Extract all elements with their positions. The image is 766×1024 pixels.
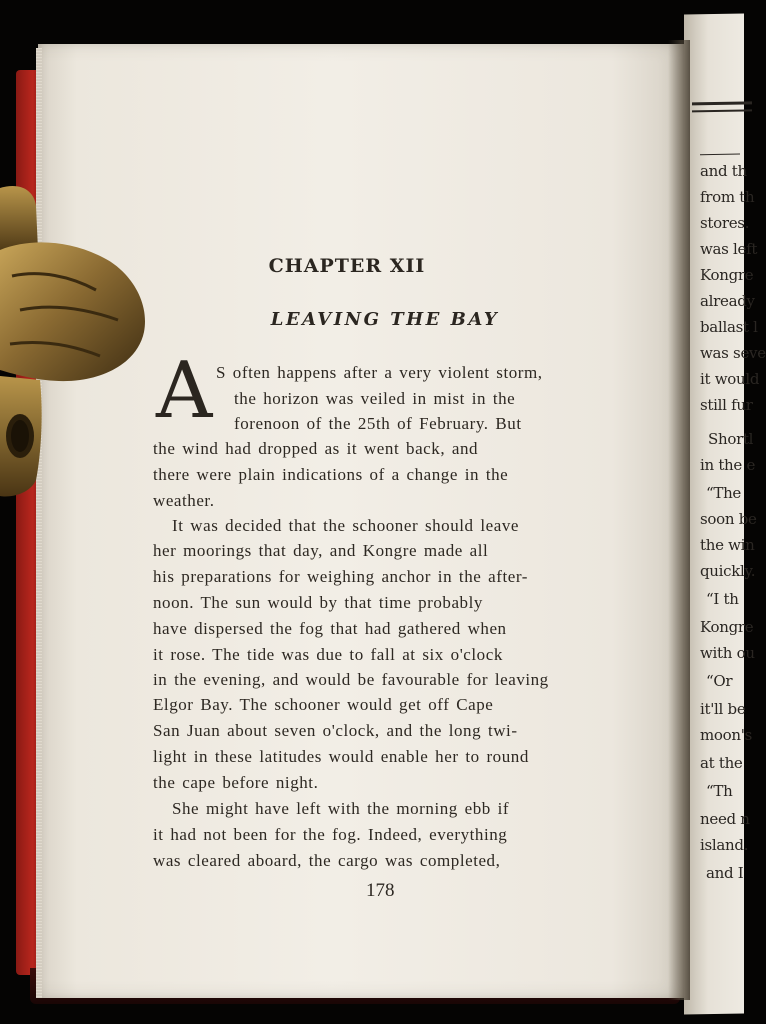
text-line: light in these latitudes would enable her to round bbox=[153, 747, 529, 766]
right-line: at the bbox=[700, 754, 743, 772]
right-line: “I th bbox=[706, 590, 739, 608]
page-gutter-shadow bbox=[668, 40, 690, 1000]
text-line: there were plain indications of a change in the bbox=[153, 465, 509, 484]
right-line: “Or bbox=[706, 672, 733, 690]
text-line: noon. The sun would by that time probably bbox=[153, 593, 483, 612]
right-line: still fur bbox=[700, 396, 753, 414]
header-rule bbox=[692, 101, 752, 105]
right-line: soon be bbox=[700, 510, 757, 528]
right-line: Kongre bbox=[700, 266, 754, 284]
right-line: in the e bbox=[700, 456, 756, 474]
text-line: She might have left with the morning ebb if bbox=[172, 799, 510, 818]
right-line: quickly. bbox=[700, 562, 756, 580]
text-line: it had not been for the fog. Indeed, everything bbox=[153, 825, 508, 844]
right-line: with ou bbox=[700, 644, 755, 662]
text-line: was cleared aboard, the cargo was completed, bbox=[153, 851, 501, 870]
text-line: the wind had dropped as it went back, and bbox=[153, 439, 479, 458]
right-line: island. bbox=[700, 836, 749, 854]
text-line: the horizon was veiled in mist in the bbox=[234, 389, 516, 408]
text-line: forenoon of the 25th of February. But bbox=[234, 414, 522, 433]
right-line: already bbox=[700, 292, 755, 310]
text-line: the cape before night. bbox=[153, 773, 319, 792]
brass-clip-icon bbox=[0, 180, 150, 500]
right-line: Kongre bbox=[700, 618, 754, 636]
text-line: Elgor Bay. The schooner would get off Cape bbox=[153, 695, 494, 714]
text-line: San Juan about seven o'clock, and the long twi- bbox=[153, 721, 518, 740]
page-number: 178 bbox=[366, 880, 395, 901]
right-line: ballast l bbox=[700, 318, 758, 336]
right-line: Shortl bbox=[708, 430, 754, 448]
right-line: from th bbox=[700, 188, 755, 206]
drop-cap: A bbox=[156, 346, 213, 436]
right-line: “The bbox=[706, 484, 742, 502]
text-line: it rose. The tide was due to fall at six o'clock bbox=[153, 645, 503, 664]
text-line: her moorings that day, and Kongre made all bbox=[153, 541, 489, 560]
right-line: the win bbox=[700, 536, 755, 554]
header-rule-short bbox=[700, 154, 740, 156]
right-line: and I bbox=[706, 864, 744, 882]
right-line: “Th bbox=[706, 782, 733, 800]
right-line: and th bbox=[700, 162, 747, 180]
chapter-subtitle: LEAVING THE BAY bbox=[270, 309, 500, 330]
right-line: it'll be bbox=[700, 700, 746, 718]
text-line: It was decided that the schooner should leave bbox=[172, 516, 520, 535]
right-line: it would bbox=[700, 370, 760, 388]
right-line: moon's bbox=[700, 726, 752, 744]
right-line: need n bbox=[700, 810, 750, 828]
text-line: weather. bbox=[153, 491, 215, 510]
right-line: stores. bbox=[700, 214, 750, 232]
text-line: S often happens after a very violent storm, bbox=[216, 363, 543, 382]
header-rule-thin bbox=[692, 109, 752, 112]
right-line: was seve bbox=[700, 344, 766, 362]
text-line: in the evening, and would be favourable for leaving bbox=[153, 670, 549, 689]
chapter-title: CHAPTER XII bbox=[268, 255, 426, 277]
text-line: have dispersed the fog that had gathered when bbox=[153, 619, 507, 638]
text-line: his preparations for weighing anchor in the after- bbox=[153, 567, 528, 586]
right-line: was left bbox=[700, 240, 758, 258]
